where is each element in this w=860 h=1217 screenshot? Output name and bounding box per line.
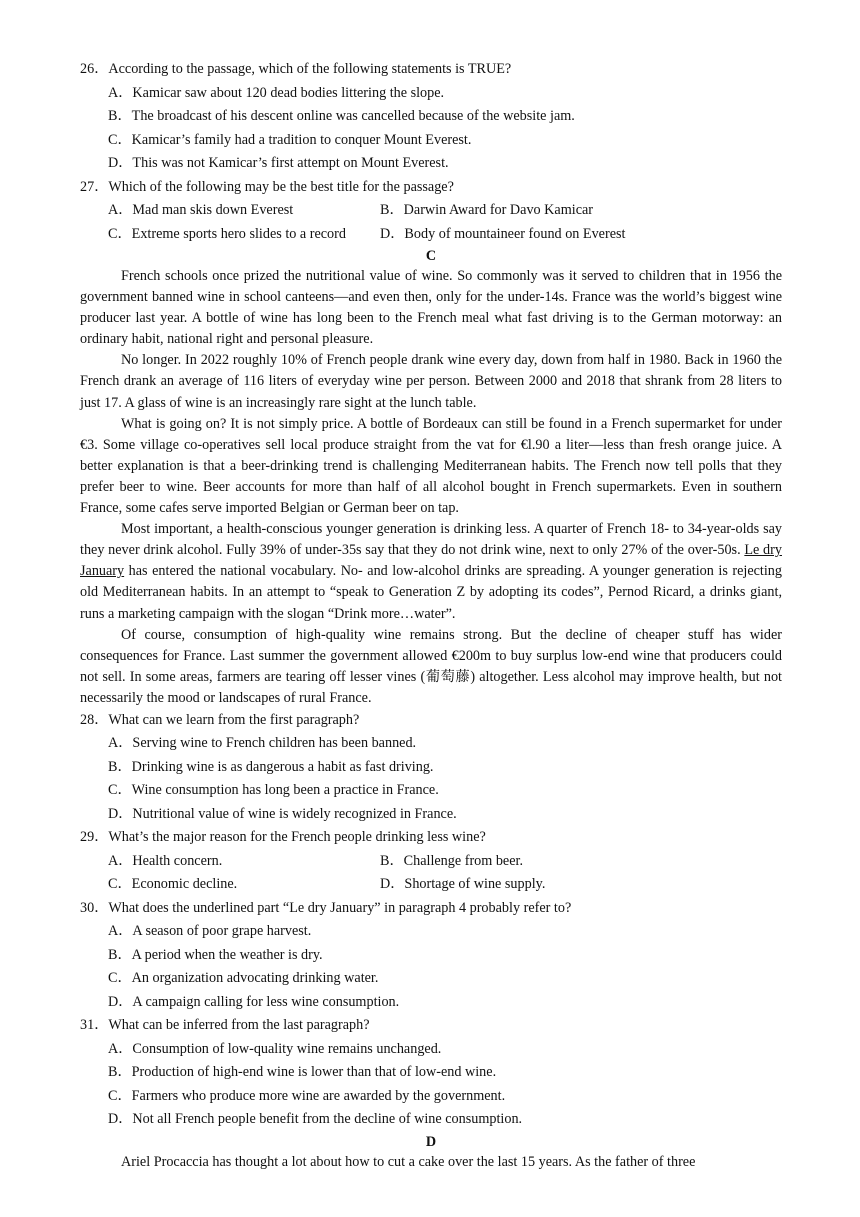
question-27-options-row-1 [80, 199, 782, 223]
question-29-stem: 29．What’s the major reason for the French people drinking less wine? [80, 829, 486, 846]
question-29-option-c: C．Economic decline. [108, 876, 238, 893]
exam-page [80, 58, 782, 1173]
question-30-option-c: C．An organization advocating drinking water. [108, 970, 379, 987]
section-d-heading: D [425, 1133, 437, 1150]
question-27-option-a: A．Mad man skis down Everest [108, 202, 294, 218]
question-31-option-d: D．Not all French people benefit from the decline of wine consumption. [108, 1111, 523, 1128]
question-31-option-b: B．Production of high-end wine is lower than that of low-end wine. [108, 1064, 497, 1081]
passage-c-paragraph-4 [80, 519, 782, 624]
question-26-option-c: C．Kamicar’s family had a tradition to conquer Mount Everest. [108, 131, 472, 148]
passage-c-paragraph-2: No longer. In 2022 roughly 10% of French people drank wine every day, down from half in 1980. Back in 1960 the French drank an average of 116 liters of everyday wine per person. Between 2000 and 2018 that shrank from 28 liters to just 17. A glass of wine is an increasingly rare sight at the lunch table. [80, 352, 782, 411]
question-30-stem: 30．What does the underlined part “Le dry January” in paragraph 4 probably refer to? [80, 899, 572, 916]
question-28-stem: 28．What can we learn from the first paragraph? [80, 711, 360, 728]
question-28-option-a: A．Serving wine to French children has been banned. [108, 735, 417, 752]
question-31-option-a: A．Consumption of low-quality wine remains unchanged. [108, 1040, 442, 1057]
question-28-option-d: D．Nutritional value of wine is widely recognized in France. [108, 805, 457, 822]
question-26-option-a: A．Kamicar saw about 120 dead bodies littering the slope. [108, 84, 445, 101]
question-29-option-d: D．Shortage of wine supply. [380, 876, 546, 893]
question-28-option-c: C．Wine consumption has long been a practice in France. [108, 782, 439, 799]
question-28-option-b: B．Drinking wine is as dangerous a habit as fast driving. [108, 758, 434, 775]
question-30-option-b: B．A period when the weather is dry. [108, 946, 323, 963]
paragraph-4-text-before: Most important, a health-conscious younger generation is drinking less. A quarter of French 18- to 34-year-olds say they never drink alcohol. Fully 39% of under-35s say that they do not drink wine, next to only 27% of the over-50s. [80, 521, 782, 559]
question-26-option-b: B．The broadcast of his descent online was cancelled because of the website jam. [108, 108, 575, 124]
section-c-heading: C [425, 248, 437, 264]
question-27-option-d: D．Body of mountaineer found on Everest [380, 225, 626, 242]
question-29-options-row-1 [80, 850, 782, 874]
passage-c-paragraph-1: French schools once prized the nutritional value of wine. So commonly was it served to children that in 1956 the government banned wine in school canteens—and even then, only for the under-14s. France was the world’s biggest wine producer last year. A bottle of wine has long been to the French meal what fast driving is to the German motorway: an ordinary habit, national right and personal pleasure. [80, 268, 782, 348]
question-31-option-c: C．Farmers who produce more wine are awarded by the government. [108, 1087, 506, 1104]
question-29-options-row-2 [80, 873, 782, 897]
question-30-option-a: A．A season of poor grape harvest. [108, 923, 312, 940]
question-29-option-a: A．Health concern. [108, 852, 223, 869]
question-27-option-b: B．Darwin Award for Davo Kamicar [380, 202, 594, 218]
paragraph-4-text-after: has entered the national vocabulary. No- and low-alcohol drinks are spreading. A younger generation is rejecting old Mediterranean habits. In an attempt to “speak to Generation Z by adopting its codes”, Pernod Ricard, a drinks giant, runs a marketing campaign with the slogan “Drink more…water”. [80, 563, 782, 622]
question-26-option-d: D．This was not Kamicar’s first attempt on Mount Everest. [108, 155, 449, 171]
question-29-option-b: B．Challenge from beer. [380, 852, 524, 869]
question-27-stem: 27．Which of the following may be the best title for the passage? [80, 178, 454, 195]
underlined-phrase: Le dry January [80, 542, 782, 580]
question-27-options-row-2 [80, 223, 782, 247]
passage-c-paragraph-5: Of course, consumption of high-quality wine remains strong. But the decline of cheaper stuff has wider consequences for France. Last summer the government allowed €200m to buy surplus low-end wine that producers could not sell. In some areas, farmers are tearing off lesser vines (葡萄藤) altogether. Less alcohol may improve health, but not necessarily the mood or landscapes of rural France. [80, 626, 782, 706]
passage-c-paragraph-3: What is going on? It is not simply price. A bottle of Bordeaux can still be found in a French supermarket for under €3. Some village co-operatives sell local produce straight from the vat for €l.90 a liter—less than fresh orange juice. A better explanation is that a beer-drinking trend is challenging Mediterranean habits. The French now tell polls that they prefer beer to wine. Beer accounts for more than half of all alcohol bought in French supermarkets. Even in southern France, some cafes serve imported Belgian or German beer on tap. [80, 415, 782, 517]
passage-d-paragraph-1: Ariel Procaccia has thought a lot about how to cut a cake over the last 15 years. As the father of three [121, 1153, 696, 1170]
question-26-stem: 26．According to the passage, which of the following statements is TRUE? [80, 61, 512, 77]
question-27-option-c: C．Extreme sports hero slides to a record [108, 225, 346, 242]
question-31-stem: 31．What can be inferred from the last paragraph? [80, 1017, 370, 1034]
question-30-option-d: D．A campaign calling for less wine consumption. [108, 993, 400, 1010]
